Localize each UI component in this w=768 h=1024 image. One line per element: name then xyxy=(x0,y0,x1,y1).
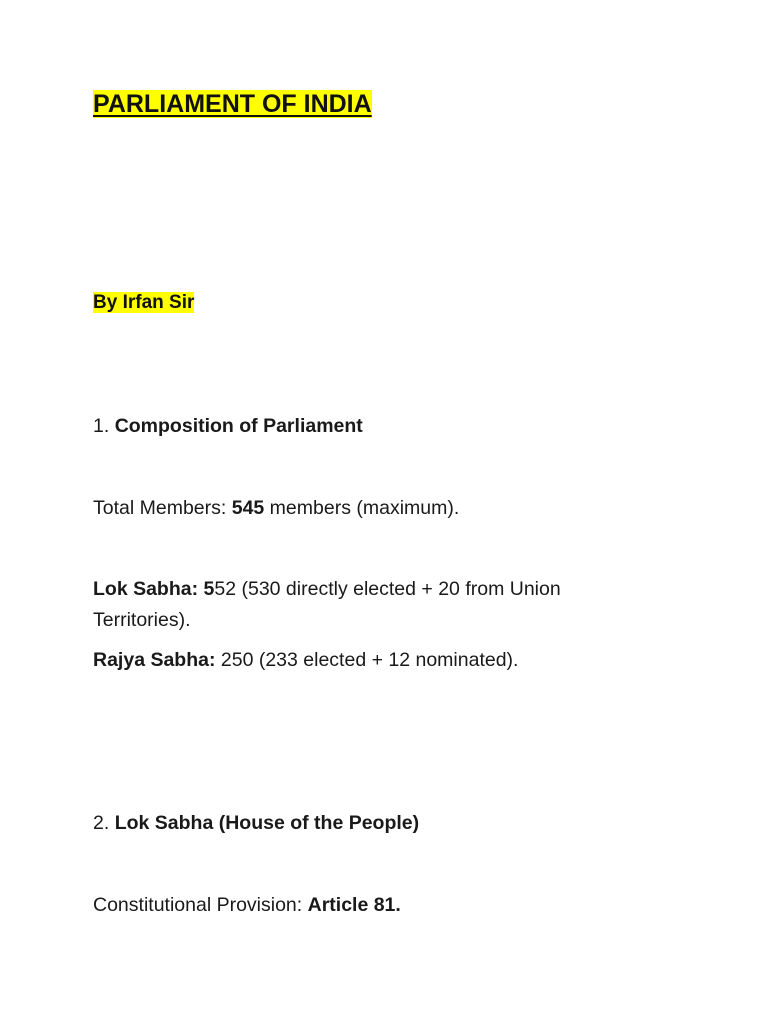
provision-value: Article 81. xyxy=(307,894,401,916)
document-title xyxy=(93,87,372,121)
section-1-number: 1. xyxy=(93,415,115,437)
section-2-number: 2. xyxy=(93,812,115,834)
section-1-heading xyxy=(93,411,363,442)
rajya-sabha-line xyxy=(93,645,518,676)
lok-sabha-continued-text: Territories). xyxy=(93,609,191,631)
section-2-title: Lok Sabha (House of the People) xyxy=(114,812,420,834)
total-members-line xyxy=(93,493,459,524)
lok-sabha-label: Lok Sabha: 5 xyxy=(93,578,215,600)
constitutional-provision-line xyxy=(93,890,401,921)
section-2-heading xyxy=(93,808,419,839)
total-members-label: Total Members: xyxy=(93,497,232,519)
lok-sabha-line xyxy=(93,574,561,605)
title-text: PARLIAMENT OF INDIA xyxy=(93,90,372,118)
provision-label: Constitutional Provision: xyxy=(93,894,308,916)
rajya-sabha-rest: 250 (233 elected + 12 nominated). xyxy=(215,649,519,671)
author-line xyxy=(93,289,194,317)
lok-sabha-rest: 52 (530 directly elected + 20 from Union xyxy=(214,578,561,600)
author-text: By Irfan Sir xyxy=(93,292,195,313)
rajya-sabha-label: Rajya Sabha: xyxy=(93,649,216,671)
lok-sabha-line-continued xyxy=(93,605,191,636)
total-members-rest: members (maximum). xyxy=(264,497,460,519)
section-1-title: Composition of Parliament xyxy=(114,415,363,437)
total-members-value: 545 xyxy=(231,497,265,519)
